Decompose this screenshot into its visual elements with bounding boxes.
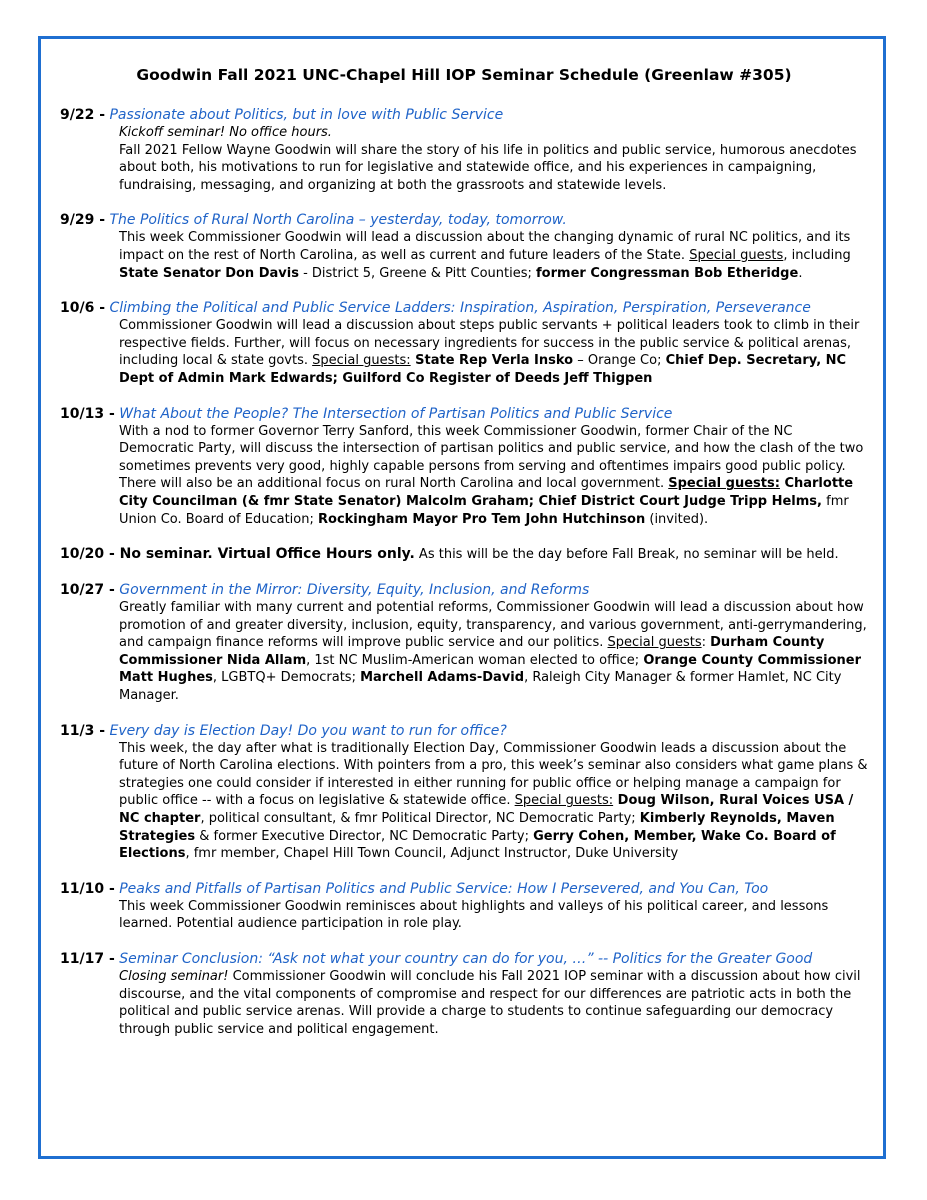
document <box>60 66 868 1055</box>
guest-name: Marchell Adams-David <box>360 670 525 686</box>
kickoff-note: Kickoff seminar! No office hours. <box>119 125 332 140</box>
session-1006 <box>60 299 868 387</box>
session-description <box>119 317 868 387</box>
session-1103 <box>60 722 868 863</box>
session-header <box>60 405 868 423</box>
session-1020 <box>60 545 868 564</box>
session-topic: Climbing the Political and Public Service Ladders: Inspiration, Aspiration, Perspiration, Perseverance <box>109 300 811 317</box>
guest-name: Orange County Commissioner Matt Hughes <box>119 652 862 686</box>
guest-text: fmr Union Co. Board of Education; <box>119 493 849 527</box>
guest-name: Kimberly Reynolds, Maven Strategies <box>119 811 835 844</box>
guest-text: , political consultant, & fmr Political Director, NC Democratic Party; <box>200 811 640 827</box>
session-topic: The Politics of Rural North Carolina – yesterday, today, tomorrow. <box>109 212 567 229</box>
session-header <box>60 106 868 124</box>
session-0929 <box>60 211 868 282</box>
special-guests-label: Special guests: <box>514 793 614 809</box>
session-topic: Passionate about Politics, but in love with Public Service <box>109 107 504 123</box>
page-title: Goodwin Fall 2021 UNC-Chapel Hill IOP Seminar Schedule (Greenlaw #305) <box>136 66 792 84</box>
session-header <box>60 211 868 229</box>
session-date: 10/13 - <box>60 405 115 422</box>
special-guests-label: Special guests <box>607 635 702 651</box>
session-header <box>60 950 868 968</box>
session-date: 11/3 - <box>60 722 106 739</box>
guest-name: Durham County Commissioner Nida Allam <box>119 635 825 668</box>
session-description <box>119 968 868 1038</box>
guest-name: former Congressman Bob Etheridge <box>536 265 799 281</box>
session-date: 9/29 - <box>60 212 106 229</box>
session-1013 <box>60 405 868 529</box>
special-guests-label: Special guests <box>689 247 784 263</box>
session-text: Commissioner Goodwin will conclude his Fall 2021 IOP seminar with a discussion about how civil discourse, and the vital components of compromise and respect for our differences are patriotic acts in both the political and public service arenas. Will provide a charge to students to continue safeguarding our democracy through public service and political engagement. <box>119 969 861 1037</box>
session-description <box>119 740 868 863</box>
session-header <box>60 581 868 599</box>
session-text: As this will be the day before Fall Break, no seminar will be held. <box>414 547 839 563</box>
no-seminar-label: No seminar. Virtual Office Hours only. <box>114 546 415 563</box>
session-description <box>119 229 868 282</box>
guest-name: Doug Wilson, Rural Voices USA / NC chapter <box>119 793 854 827</box>
no-seminar-notice <box>60 545 868 564</box>
guest-name: Charlotte City Councilman (& fmr State Senator) Malcolm Graham; Chief District Court Judge Tripp Helms, <box>119 476 854 509</box>
session-0922 <box>60 106 868 194</box>
session-text: With a nod to former Governor Terry Sanford, this week Commissioner Goodwin, former Chair of the NC Democratic Party, will discuss the intersection of partisan politics and public service, and how the clash of the two sometimes prevents very good, highly capable persons from serving and oftentimes impairs good public policy. There will also be an additional focus on rural North Carolina and local government. <box>119 423 864 492</box>
session-1110 <box>60 880 868 933</box>
guest-text: , Raleigh City Manager & former Hamlet, NC City Manager. <box>119 670 842 704</box>
session-text: Fall 2021 Fellow Wayne Goodwin will share the story of his life in politics and public service, humorous anecdotes about both, his motivations to run for legislative and statewide office, and his experiences in campaigning, fundraising, messaging, and organizing at both the grassroots and statewide levels. <box>119 142 857 193</box>
session-topic: Peaks and Pitfalls of Partisan Politics and Public Service: How I Persevered, and You Can, Too <box>119 880 769 897</box>
guest-name: State Senator Don Davis <box>119 265 299 281</box>
guest-name: Rockingham Mayor Pro Tem John Hutchinson <box>318 511 646 527</box>
special-guests-label: Special guests: <box>668 476 780 492</box>
session-date: 11/10 - <box>60 880 115 897</box>
guest-text: . <box>798 265 803 281</box>
session-text: Commissioner Goodwin will lead a discussion about steps public servants + political leaders took to climb in their respective fields. Further, will focus on necessary ingredients for success in the public service & political arenas, including local & state govts. <box>119 318 860 369</box>
guest-text: , LGBTQ+ Democrats; <box>212 670 361 686</box>
session-description <box>119 898 868 933</box>
guest-name: Chief Dep. Secretary, NC Dept of Admin Mark Edwards; Guilford Co Register of Deeds Jeff Thigpen <box>119 353 847 386</box>
guest-text: , including <box>783 247 851 263</box>
closing-note: Closing seminar! <box>119 969 229 984</box>
session-1027 <box>60 581 868 705</box>
session-header <box>60 722 868 740</box>
special-guests-label: Special guests: <box>312 353 411 369</box>
session-description <box>119 599 868 705</box>
session-date: 10/6 - <box>60 300 106 317</box>
session-header <box>60 299 868 317</box>
guest-text: , 1st NC Muslim-American woman elected to office; <box>306 652 644 668</box>
session-date: 9/22 - <box>60 107 106 123</box>
session-text: This week, the day after what is traditionally Election Day, Commissioner Goodwin leads a discussion about the future of North Carolina elections. With pointers from a pro, this week’s seminar also considers what game plans & strategies one could consider if interested in either running for public office or helping manage a campaign for public office -- with a focus on legislative & statewide office. <box>119 740 868 809</box>
session-text: This week Commissioner Goodwin will lead a discussion about the changing dynamic of rural NC politics, and its impact on the rest of North Carolina, as well as current and future leaders of the State. <box>119 230 851 263</box>
session-header <box>60 880 868 898</box>
session-topic: Government in the Mirror: Diversity, Equity, Inclusion, and Reforms <box>119 582 590 599</box>
session-description <box>119 124 868 194</box>
session-topic: Seminar Conclusion: “Ask not what your country can do for you, …” -- Politics for the Greater Good <box>119 951 813 967</box>
guest-name: Gerry Cohen, Member, Wake Co. Board of Elections <box>119 828 836 862</box>
session-description <box>119 423 868 529</box>
session-date: 11/17 - <box>60 951 115 967</box>
guest-name: State Rep Verla Insko <box>410 353 574 369</box>
guest-text: (invited). <box>645 511 709 527</box>
guest-text: – Orange Co; <box>573 353 666 369</box>
session-1117 <box>60 950 868 1038</box>
session-date: 10/27 - <box>60 582 115 599</box>
guest-text: , fmr member, Chapel Hill Town Council, Adjunct Instructor, Duke University <box>185 846 679 862</box>
session-topic: What About the People? The Intersection of Partisan Politics and Public Service <box>119 405 673 422</box>
guest-text: - District 5, Greene & Pitt Counties; <box>298 265 537 281</box>
session-topic: Every day is Election Day! Do you want to run for office? <box>109 722 507 739</box>
guest-text: : <box>701 635 711 651</box>
session-date: 10/20 - <box>60 546 115 563</box>
session-text: Greatly familiar with many current and potential reforms, Commissioner Goodwin will lead a discussion about how promotion of and greater diversity, inclusion, equity, transparency, and various government, anti-gerrymandering, and campaign finance reforms will improve public service and our politics. <box>119 600 867 651</box>
guest-text: & former Executive Director, NC Democratic Party; <box>195 828 534 844</box>
session-text: This week Commissioner Goodwin reminisces about highlights and valleys of his political career, and lessons learned. Potential audience participation in role play. <box>119 898 829 932</box>
